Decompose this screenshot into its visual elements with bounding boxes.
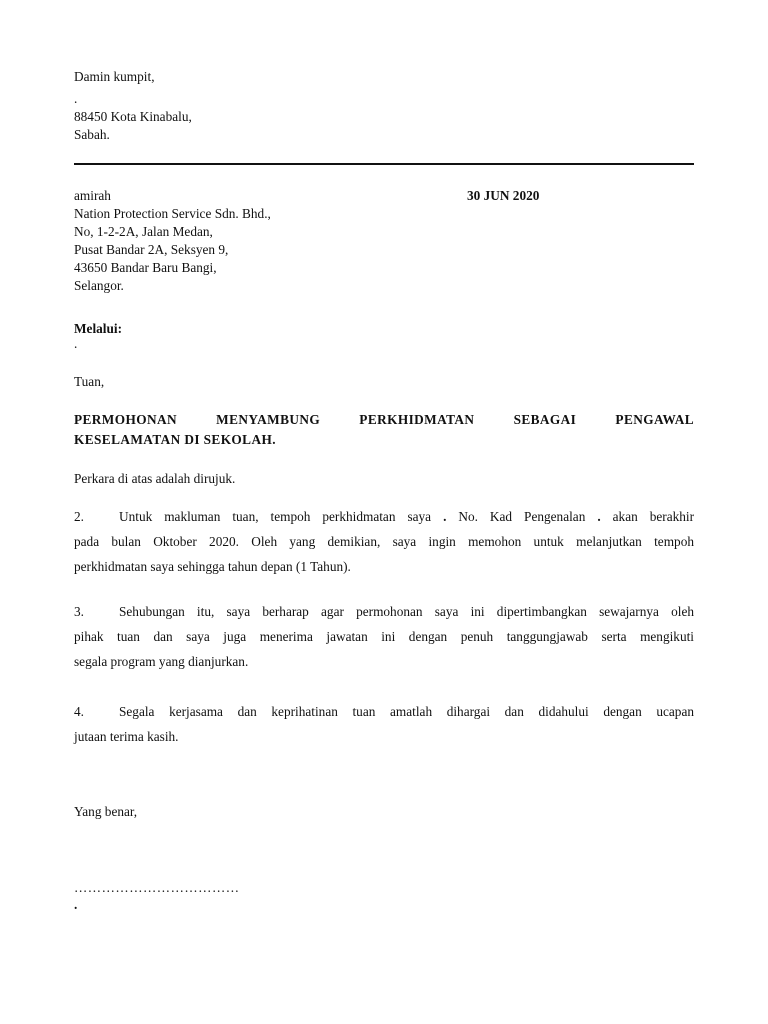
signature-line: ………………………………: [74, 880, 240, 895]
reference-line: Perkara di atas adalah dirujuk.: [74, 471, 236, 486]
paragraph-text: Sehubungan itu, saya berharap agar permohonan saya ini dipertimbangkan sewajarnya oleh: [119, 604, 694, 619]
paragraph-text: Untuk makluman tuan, tempoh perkhidmatan saya: [119, 509, 432, 524]
paragraph-number: 3.: [74, 604, 84, 619]
recipient-address1: No, 1-2-2A, Jalan Medan,: [74, 224, 213, 239]
paragraph-number: 4.: [74, 704, 84, 719]
paragraph-4-line1: [74, 699, 694, 724]
closing: Yang benar,: [74, 804, 138, 819]
recipient-address2: Pusat Bandar 2A, Seksyen 9,: [74, 242, 229, 257]
subject-line2: KESELAMATAN DI SEKOLAH.: [74, 432, 276, 447]
paragraph-number: 2.: [74, 509, 84, 524]
letter-subject: [74, 410, 694, 450]
recipient-address: [74, 187, 271, 295]
paragraph-4: [74, 699, 694, 749]
paragraph-2: [74, 504, 694, 579]
sender-address: [74, 68, 192, 144]
sender-state: Sabah.: [74, 127, 110, 142]
paragraph-3-line1: [74, 599, 694, 624]
signature-name: .: [74, 897, 78, 912]
sender-line2: .: [74, 91, 78, 106]
subject-line1: PERMOHONAN MENYAMBUNG PERKHIDMATAN SEBAGAI PENGAWAL: [74, 412, 694, 427]
blank-field: .: [443, 509, 447, 524]
letter-date: 30 JUN 2020: [467, 188, 540, 203]
sender-name: Damin kumpit,: [74, 69, 155, 84]
paragraph-text: Segala kerjasama dan keprihatinan tuan amatlah dihargai dan didahului dengan ucapan: [119, 704, 694, 719]
via-label: Melalui:: [74, 321, 123, 336]
salutation: Tuan,: [74, 374, 105, 389]
via-block: [74, 320, 122, 350]
recipient-state: Selangor.: [74, 278, 124, 293]
paragraph-4-line2: jutaan terima kasih.: [74, 729, 179, 744]
sender-postcode-city: 88450 Kota Kinabalu,: [74, 109, 192, 124]
recipient-address3: 43650 Bandar Baru Bangi,: [74, 260, 217, 275]
recipient-company: Nation Protection Service Sdn. Bhd.,: [74, 206, 271, 221]
paragraph-text: No. Kad Pengenalan: [458, 509, 586, 524]
paragraph-2-line2: pada bulan Oktober 2020. Oleh yang demikian, saya ingin memohon untuk melanjutkan tempoh: [74, 534, 694, 549]
paragraph-3-line2: pihak tuan dan saya juga menerima jawatan ini dengan penuh tanggungjawab serta mengikuti: [74, 629, 694, 644]
paragraph-3-line3: segala program yang dianjurkan.: [74, 654, 249, 669]
paragraph-2-line3: perkhidmatan saya sehingga tahun depan (1 Tahun).: [74, 559, 351, 574]
via-value: .: [74, 336, 78, 351]
paragraph-2-line1: [74, 504, 694, 529]
paragraph-text: akan berakhir: [612, 509, 695, 524]
paragraph-3: [74, 599, 694, 674]
recipient-name: amirah: [74, 188, 111, 203]
header-divider: [74, 163, 694, 165]
blank-field: .: [597, 509, 601, 524]
